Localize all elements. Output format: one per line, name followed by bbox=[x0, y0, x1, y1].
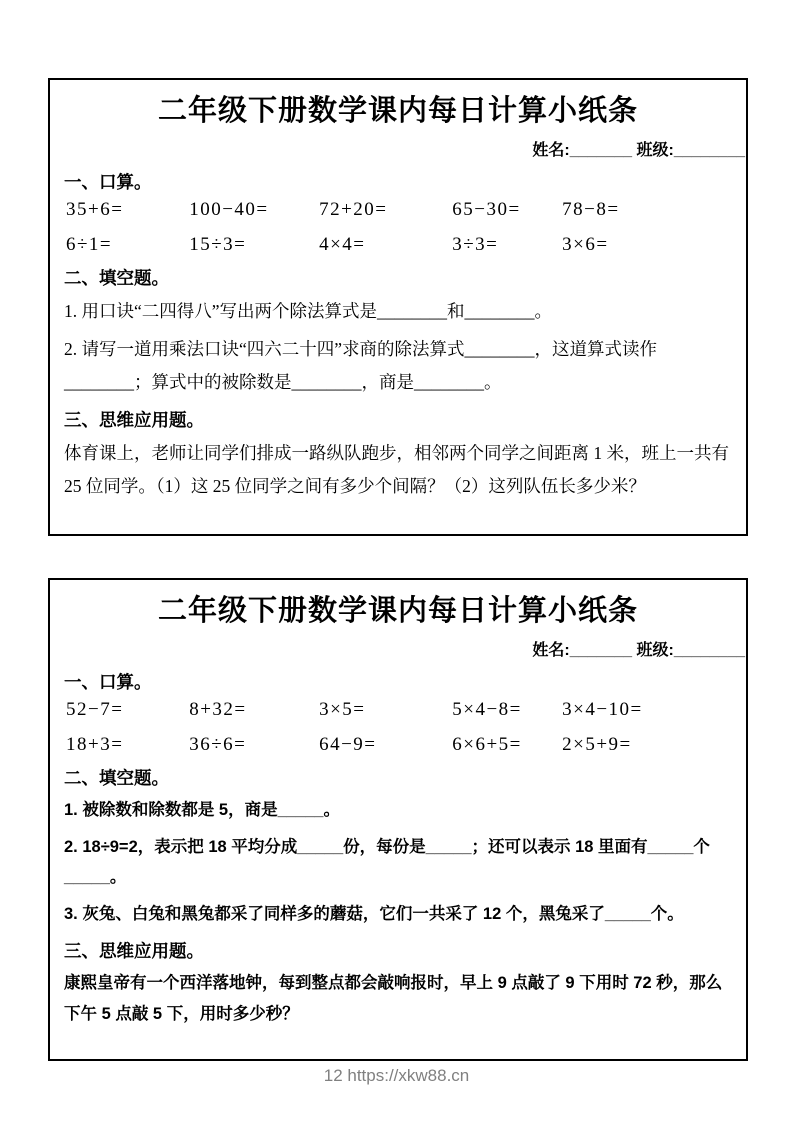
application-section-heading: 三、思维应用题。 bbox=[64, 941, 204, 962]
oral-equation: 65−30= bbox=[452, 199, 521, 220]
class-label: 班级: bbox=[636, 642, 674, 659]
name-label: 姓名: bbox=[532, 142, 570, 159]
oral-equation: 18+3= bbox=[66, 734, 124, 755]
oral-equation: 3×5= bbox=[319, 699, 366, 720]
fill-item: 1. 用口诀“二四得八”写出两个除法算式是________和________。 bbox=[64, 301, 553, 321]
oral-equation: 36÷6= bbox=[189, 734, 247, 755]
fill-item: 1. 被除数和除数都是 5，商是_____。 bbox=[64, 801, 340, 819]
fill-section-heading: 二、填空题。 bbox=[64, 268, 169, 288]
oral-equation: 72+20= bbox=[319, 199, 388, 220]
oral-equation: 15÷3= bbox=[189, 234, 247, 255]
oral-problems-grid bbox=[66, 699, 732, 756]
name-blank: _______ bbox=[569, 142, 633, 159]
student-info-row bbox=[64, 637, 745, 660]
fill-item: 2. 请写一道用乘法口诀“四六二十四”求商的除法算式________，这道算式读作________；算式中的被除数是________，商是________。 bbox=[64, 339, 658, 392]
oral-equation: 4×4= bbox=[319, 234, 366, 255]
oral-equation: 3×6= bbox=[562, 234, 609, 255]
oral-equation: 35+6= bbox=[66, 199, 124, 220]
oral-equation: 100−40= bbox=[189, 199, 269, 220]
class-blank: ________ bbox=[673, 142, 745, 159]
oral-equation: 52−7= bbox=[66, 699, 124, 720]
oral-problems-grid bbox=[66, 199, 732, 256]
oral-equation: 5×4−8= bbox=[452, 699, 522, 720]
worksheet-title: 二年级下册数学课内每日计算小纸条 bbox=[157, 95, 638, 127]
worksheet-card-1 bbox=[48, 78, 748, 536]
oral-section-heading: 一、口算。 bbox=[64, 172, 152, 192]
worksheet-title: 二年级下册数学课内每日计算小纸条 bbox=[157, 595, 638, 627]
class-label: 班级: bbox=[636, 142, 674, 159]
page-footer: 12 https://xkw88.cn bbox=[323, 1066, 470, 1085]
fill-section-heading: 二、填空题。 bbox=[64, 768, 169, 788]
oral-equation: 78−8= bbox=[562, 199, 620, 220]
oral-section-heading: 一、口算。 bbox=[64, 672, 152, 692]
name-label: 姓名: bbox=[532, 642, 570, 659]
oral-equation: 6÷1= bbox=[66, 234, 113, 255]
oral-equation: 6×6+5= bbox=[452, 734, 522, 755]
oral-equation: 3÷3= bbox=[452, 234, 499, 255]
oral-equation: 3×4−10= bbox=[562, 699, 643, 720]
application-problem-text: 体育课上，老师让同学们排成一路纵队跑步，相邻两个同学之间距离 1 米，班上一共有 25 位同学。（1）这 25 位同学之间有多少个间隔？（2）这列队伍长多少米？ bbox=[64, 443, 729, 497]
application-problem-text: 康熙皇帝有一个西洋落地钟，每到整点都会敲响报时，早上 9 点敲了 9 下用时 72 秒，那么下午 5 点敲 5 下，用时多少秒？ bbox=[64, 974, 723, 1024]
oral-equation: 64−9= bbox=[319, 734, 377, 755]
class-blank: ________ bbox=[673, 642, 745, 659]
oral-equation: 8+32= bbox=[189, 699, 247, 720]
application-section-heading: 三、思维应用题。 bbox=[64, 410, 204, 431]
oral-equation: 2×5+9= bbox=[562, 734, 632, 755]
student-info-row bbox=[64, 137, 745, 160]
worksheet-card-2 bbox=[48, 578, 748, 1061]
fill-item: 3. 灰兔、白兔和黑兔都采了同样多的蘑菇，它们一共采了 12 个，黑兔采了_____个。 bbox=[64, 904, 684, 923]
name-blank: _______ bbox=[569, 642, 633, 659]
fill-item: 2. 18÷9=2，表示把 18 平均分成_____份，每份是_____；还可以表示 18 里面有_____个_____。 bbox=[64, 837, 710, 887]
